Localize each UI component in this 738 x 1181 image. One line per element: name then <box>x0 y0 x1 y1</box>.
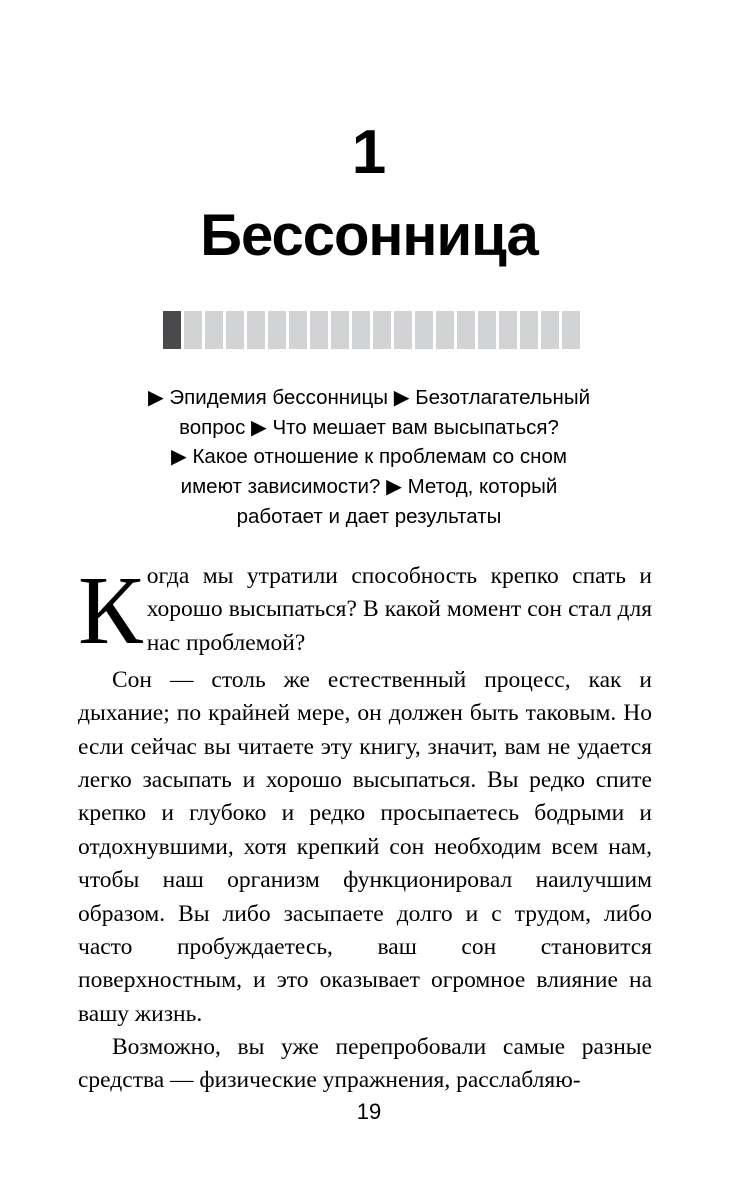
progress-block-filled <box>163 311 181 349</box>
progress-block-empty <box>520 311 538 349</box>
chapter-progress-indicator <box>163 311 575 349</box>
body-text <box>78 557 652 1098</box>
progress-block-empty <box>373 311 391 349</box>
chapter-topics-list <box>109 383 629 532</box>
progress-block-empty <box>310 311 328 349</box>
topics-line-4: имеют зависимости? ▶ Метод, который <box>180 475 558 499</box>
progress-block-empty <box>352 311 370 349</box>
progress-block-empty <box>394 311 412 349</box>
topics-line-3: ▶ Какое отношение к проблемам со сном <box>171 445 567 469</box>
chapter-number: 1 <box>351 118 387 187</box>
progress-block-empty <box>205 311 223 349</box>
progress-block-empty <box>415 311 433 349</box>
progress-block-empty <box>562 311 580 349</box>
topics-line-1: ▶ Эпидемия бессонницы ▶ Безотлагательный <box>147 385 591 409</box>
progress-block-empty <box>478 311 496 349</box>
progress-block-empty <box>247 311 265 349</box>
paragraph-3: Возможно, вы уже перепробовали самые разные средства — физические упражнения, расслабляю- <box>78 1033 652 1094</box>
progress-block-empty <box>436 311 454 349</box>
page-number: 19 <box>356 1099 382 1124</box>
progress-block-empty <box>268 311 286 349</box>
topics-line-2: вопрос ▶ Что мешает вам высыпаться? <box>179 415 559 439</box>
chapter-title: Бессонница <box>200 203 538 268</box>
paragraph-1-text: огда мы утратили способность крепко спать и хорошо высыпаться? В какой момент сон стал для нас проблемой? <box>146 563 652 656</box>
progress-block-empty <box>184 311 202 349</box>
drop-cap: К <box>78 557 143 664</box>
progress-block-empty <box>541 311 559 349</box>
progress-block-empty <box>331 311 349 349</box>
progress-block-empty <box>499 311 517 349</box>
progress-block-empty <box>289 311 307 349</box>
paragraph-first <box>78 557 652 664</box>
topics-line-5: работает и дает результаты <box>236 504 502 528</box>
progress-block-empty <box>226 311 244 349</box>
progress-block-empty <box>457 311 475 349</box>
paragraph-2: Сон — столь же естественный процесс, как и дыхание; по крайней мере, он должен быть таковым. Но если сейчас вы читаете эту книгу, значит, вам не удается легко засыпать и хорошо высыпаться. Вы редко спите крепко и глубоко и редко просыпаетесь бодрыми и отдохнувшими, хотя крепкий сон необходим всем нам, чтобы наш организм функционировал наилучшим образом. Вы либо засыпаете долго и с трудом, либо часто пробуждаетесь, ваш сон становится поверхностным, и это оказывает огромное влияние на вашу жизнь. <box>78 667 652 1027</box>
